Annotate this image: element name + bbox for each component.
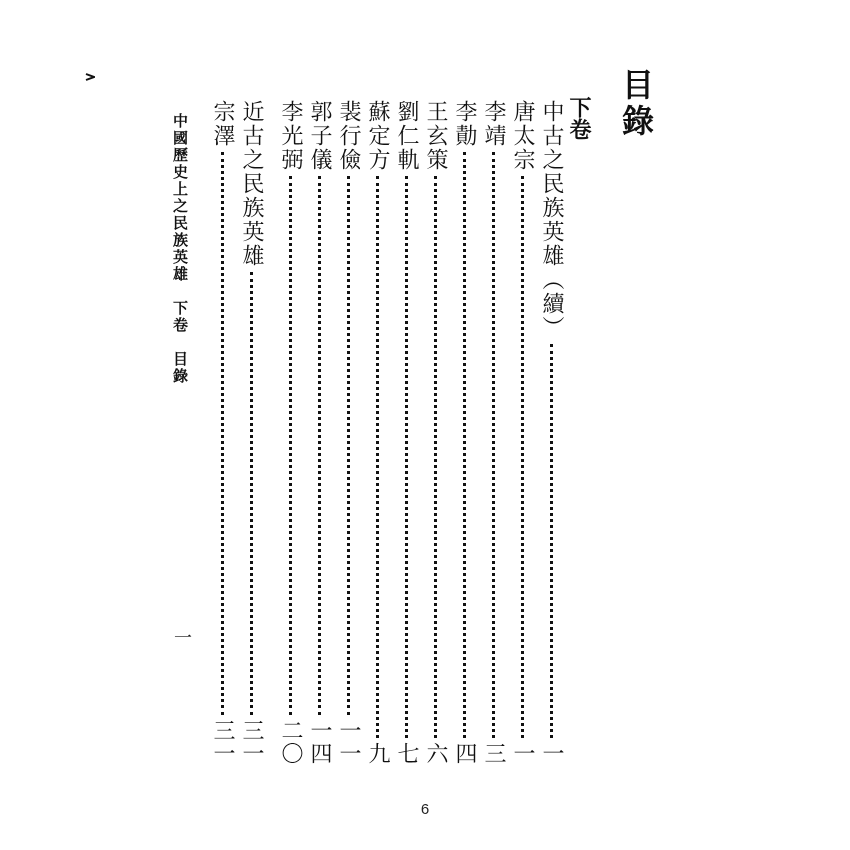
- volume-heading: 下卷: [566, 96, 592, 140]
- toc-entry-page: 七: [394, 742, 419, 765]
- toc-entry-page: 一一: [336, 719, 361, 765]
- dot-leader: [318, 176, 321, 715]
- toc-entry-label: 近古之民族英雄: [239, 100, 264, 268]
- toc-entry-label: 郭子儀: [307, 100, 332, 172]
- toc-entry-label: 李光弼: [278, 100, 303, 172]
- dot-leader: [250, 272, 253, 715]
- toc-entry-label: 宗澤: [210, 100, 235, 148]
- document-page: [120, 38, 720, 808]
- scan-page-number: 6: [420, 801, 430, 818]
- toc-entry: [277, 100, 303, 765]
- toc-entry-page: 六: [423, 742, 448, 765]
- dot-leader: [405, 176, 408, 738]
- toc-entry-page: 一四: [307, 719, 332, 765]
- bracket-mark-icon: [85, 73, 95, 83]
- toc-entry: [393, 100, 419, 765]
- toc-entry-page: 二〇: [278, 719, 303, 765]
- toc-entry-label: 李勣: [452, 100, 477, 148]
- dot-leader: [521, 176, 524, 738]
- toc-entry-label: 中古之民族英雄（續）: [539, 100, 564, 340]
- page-title: 目錄: [617, 68, 655, 140]
- toc-entry-label: 裴行儉: [336, 100, 361, 172]
- running-footer-title: 中國歷史上之民族英雄 下卷 目錄: [171, 113, 189, 385]
- toc-entry: [209, 100, 235, 765]
- dot-leader: [376, 176, 379, 738]
- toc-entry: [422, 100, 448, 765]
- dot-leader: [289, 176, 292, 715]
- dot-leader: [550, 344, 553, 738]
- toc-entry-section-2: [238, 100, 264, 765]
- footer-page-mark: 一: [171, 628, 192, 646]
- toc-entry-page: 一: [510, 742, 535, 765]
- dot-leader: [434, 176, 437, 738]
- toc-entry-section-1: [538, 100, 564, 765]
- toc-entry: [335, 100, 361, 765]
- dot-leader: [221, 152, 224, 715]
- toc-entry-page: 三一: [239, 719, 264, 765]
- toc-entry-page: 三一: [210, 719, 235, 765]
- toc-entry-page: 三: [481, 742, 506, 765]
- toc-entry-page: 四: [452, 742, 477, 765]
- toc-entry: [480, 100, 506, 765]
- toc-entry-label: 唐太宗: [510, 100, 535, 172]
- toc-entry-label: 劉仁軌: [394, 100, 419, 172]
- dot-leader: [347, 176, 350, 715]
- dot-leader: [492, 152, 495, 738]
- toc-entry-page: 一: [539, 742, 564, 765]
- toc-entry-label: 李靖: [481, 100, 506, 148]
- toc-entry: [451, 100, 477, 765]
- toc-entry-page: 九: [365, 742, 390, 765]
- toc-entry: [306, 100, 332, 765]
- toc-entry: [509, 100, 535, 765]
- toc-entry: [364, 100, 390, 765]
- toc-entry-label: 王玄策: [423, 100, 448, 172]
- dot-leader: [463, 152, 466, 738]
- toc-entry-label: 蘇定方: [365, 100, 390, 172]
